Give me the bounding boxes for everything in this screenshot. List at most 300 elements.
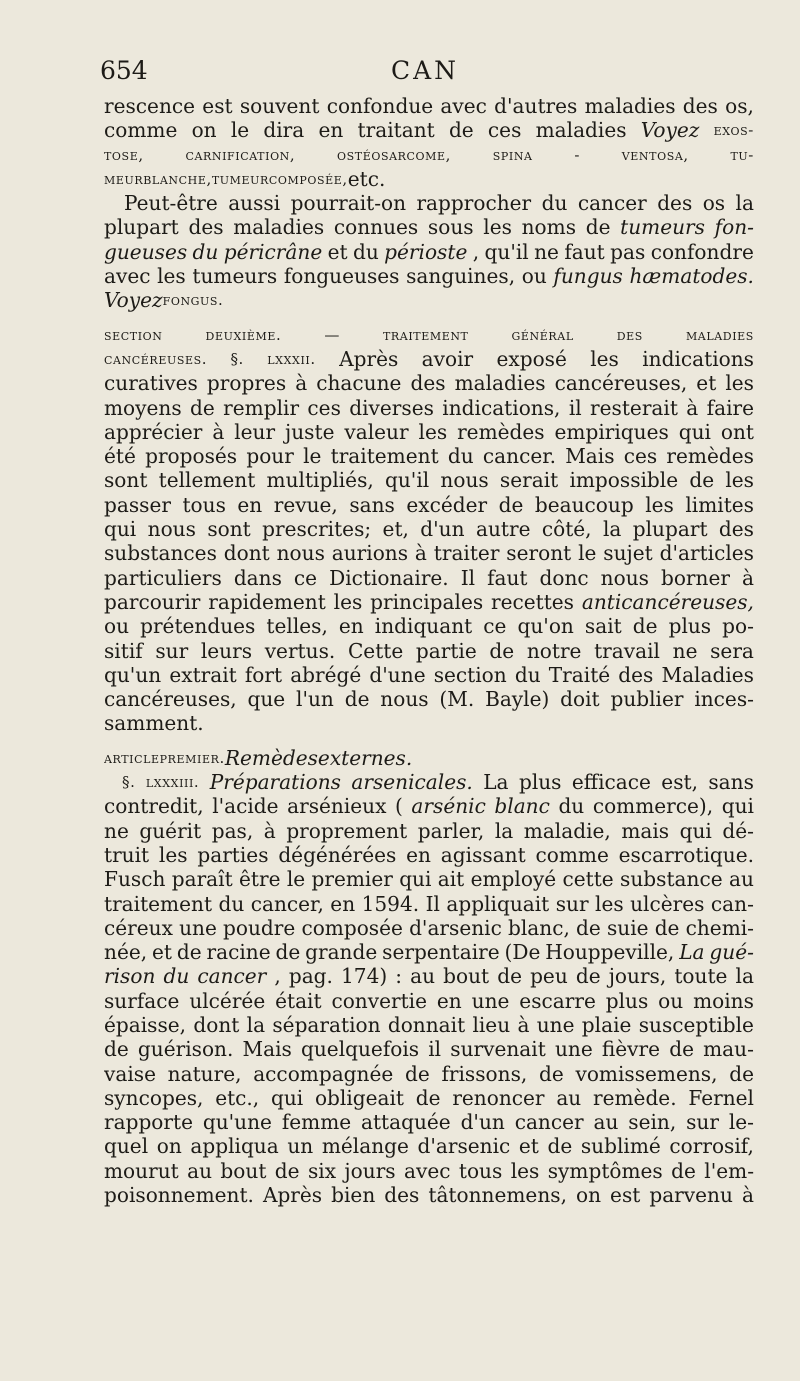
word: fongueuses <box>283 264 400 289</box>
word: : <box>395 964 403 989</box>
word: samment. <box>104 711 204 736</box>
word: deuxième. <box>205 325 282 344</box>
word: revue, <box>273 492 338 517</box>
word: carnification, <box>185 145 296 164</box>
word: paraît <box>171 867 233 892</box>
word: remplir <box>223 395 300 420</box>
word: blanc <box>494 794 550 819</box>
word: général <box>511 325 574 344</box>
word: traitement <box>382 325 469 344</box>
page-number: 654 <box>100 56 148 85</box>
word: les <box>510 1158 540 1183</box>
text-line <box>104 215 754 239</box>
word: extrait <box>169 662 237 687</box>
word: en <box>237 492 263 517</box>
word: parvenu <box>649 1183 733 1208</box>
word: confondue <box>326 94 434 118</box>
word: des <box>188 215 224 240</box>
word: obligeait <box>314 1085 405 1110</box>
text-line <box>104 663 754 687</box>
word: est, <box>661 770 698 795</box>
word: plupart <box>632 517 708 542</box>
word: le- <box>728 1110 754 1135</box>
word: surface <box>104 988 180 1013</box>
word: au <box>593 1110 619 1135</box>
text-line <box>104 396 754 420</box>
word: maladies <box>535 118 627 143</box>
word: sont <box>207 517 251 542</box>
word: ostéosarcome, <box>337 145 452 164</box>
word: valeur <box>344 419 409 444</box>
word: sur <box>155 638 189 663</box>
text-line <box>104 566 754 590</box>
word: arsenicales. <box>351 770 473 795</box>
word: pour <box>246 444 294 469</box>
word: leurs <box>200 638 253 663</box>
word: vaise <box>104 1061 156 1086</box>
word: en <box>330 891 356 916</box>
word: recettes <box>491 589 574 614</box>
word: - <box>574 145 581 164</box>
word: vertus. <box>264 638 336 663</box>
word: de <box>415 1085 441 1110</box>
text-line <box>104 444 754 468</box>
word: il <box>428 1037 442 1062</box>
word: maladies <box>454 371 546 396</box>
word: travail <box>594 638 660 663</box>
word: les <box>418 419 448 444</box>
word: à <box>295 371 308 396</box>
word: avec <box>440 94 487 118</box>
word: , <box>274 964 281 989</box>
word: jours, <box>608 964 667 989</box>
word: de <box>539 1061 564 1086</box>
word: nous <box>380 687 429 712</box>
page-header <box>100 56 750 90</box>
word: Il <box>460 565 476 590</box>
word: de <box>274 1158 300 1183</box>
word: chacune <box>316 371 402 396</box>
word: cancer <box>577 191 647 216</box>
word: de <box>489 638 515 663</box>
word: Maladies <box>661 662 754 687</box>
word: donnait <box>387 1012 466 1037</box>
word: des <box>384 1183 420 1208</box>
word: nous <box>600 565 649 590</box>
word: sera <box>710 638 754 663</box>
word: qui <box>679 818 712 843</box>
word: et <box>327 239 348 264</box>
word: telles, <box>266 614 328 639</box>
word: tose, <box>104 145 144 164</box>
word: curatives <box>104 371 198 396</box>
text-line <box>104 347 754 371</box>
word: apprécier <box>104 419 203 444</box>
text-line <box>104 420 754 444</box>
word: au <box>410 964 436 989</box>
word: au <box>556 1085 582 1110</box>
word: ces <box>307 395 341 420</box>
word: corrosif, <box>669 1134 754 1159</box>
word: guérison. <box>137 1037 234 1062</box>
word: bout <box>220 1158 267 1183</box>
word: à <box>517 1012 530 1037</box>
word: La <box>483 770 509 795</box>
word: du <box>352 239 379 264</box>
word: Traité <box>548 662 611 687</box>
word: ce <box>293 565 318 590</box>
text-line <box>104 819 754 843</box>
word: le <box>286 867 306 892</box>
word: Cette <box>347 638 404 663</box>
word: etc. <box>347 166 386 191</box>
word: tumeur <box>211 169 269 188</box>
word: notre <box>526 638 582 663</box>
word: Mais <box>242 1037 292 1062</box>
word: proposés <box>145 444 238 469</box>
word: le <box>303 444 322 469</box>
word: (De <box>504 940 541 965</box>
text-line <box>104 468 754 492</box>
word: pag. <box>288 964 333 989</box>
word: les <box>725 468 754 493</box>
word: sanguines, <box>406 264 516 289</box>
word: ne <box>672 638 698 663</box>
word: moyens <box>104 395 182 420</box>
word: et <box>696 371 717 396</box>
word: efficace <box>571 770 651 795</box>
word: spina <box>492 145 533 164</box>
word: la <box>602 517 622 542</box>
word: Houppeville, <box>545 940 675 965</box>
word: maladies <box>685 325 754 344</box>
word: remèdes <box>457 419 545 444</box>
word: serpentaire <box>382 940 500 965</box>
word: blanc, <box>508 915 570 940</box>
word: rison <box>104 964 156 989</box>
word: tâtonnemens, <box>428 1183 567 1208</box>
word: Fernel <box>688 1085 754 1110</box>
word: cancer. <box>482 444 556 469</box>
word: grande <box>305 940 378 965</box>
text-line <box>104 794 754 818</box>
word: l'un <box>296 687 334 712</box>
word: ne <box>104 818 129 843</box>
word: etc., <box>215 1085 260 1110</box>
word: racine <box>206 940 271 965</box>
text-line <box>104 687 754 711</box>
word: d'un <box>460 1110 505 1135</box>
word: de <box>344 687 370 712</box>
word: substances <box>104 541 217 566</box>
word: qu'il <box>385 468 430 493</box>
word: externes. <box>317 745 413 770</box>
word: de <box>632 614 658 639</box>
text-line <box>104 94 754 118</box>
word: les <box>590 346 619 371</box>
word: section <box>104 325 163 344</box>
word: des <box>657 191 693 216</box>
word: Il <box>425 891 440 916</box>
word: de <box>585 215 611 240</box>
word: seront <box>506 541 572 566</box>
word: ou <box>104 614 130 639</box>
word: meur <box>104 169 144 188</box>
word: lieu <box>472 1012 511 1037</box>
word: on <box>575 1183 602 1208</box>
word: sur <box>555 891 589 916</box>
word: fièvre <box>601 1037 661 1062</box>
word: d'articles <box>659 541 754 566</box>
word: une <box>179 915 217 940</box>
word: contredit, <box>104 794 204 819</box>
word: faut <box>487 565 528 590</box>
word: hæmatodes. <box>629 264 754 289</box>
word: Voyez <box>104 288 163 313</box>
word: bout <box>443 964 490 989</box>
word: dont <box>223 541 270 566</box>
word: aurions <box>331 541 409 566</box>
word: blanche, <box>143 169 212 188</box>
word: des <box>718 517 754 542</box>
word: doit <box>560 687 600 712</box>
word: attaquée <box>361 1110 451 1135</box>
word: tumeurs <box>192 264 278 289</box>
word: section <box>433 662 507 687</box>
word: symptômes <box>547 1158 663 1183</box>
word: qu'on <box>517 614 574 639</box>
word: sublimé <box>580 1134 661 1159</box>
word: tous <box>458 1158 503 1183</box>
word: sans <box>349 492 395 517</box>
word: de <box>275 940 301 965</box>
word: qui <box>270 1085 304 1110</box>
word: du <box>192 239 219 264</box>
word: l'acide <box>212 794 279 819</box>
word: peu <box>530 964 568 989</box>
word: os, <box>725 94 754 118</box>
text-line <box>104 746 754 770</box>
word: sitif <box>104 638 143 663</box>
word: qu'un <box>104 662 162 687</box>
word: l'em- <box>704 1158 754 1183</box>
word: être <box>239 867 281 892</box>
word: mais <box>621 818 670 843</box>
word: de <box>669 1037 694 1062</box>
word: en <box>338 614 364 639</box>
word: remèdes <box>666 444 754 469</box>
word: Fusch <box>104 867 166 892</box>
word: à <box>741 565 754 590</box>
word: escarre <box>519 988 596 1013</box>
word: remède. <box>593 1085 677 1110</box>
word: 174) <box>341 964 388 989</box>
text-line <box>104 1110 754 1134</box>
word: donc <box>539 565 589 590</box>
word: de <box>190 395 215 420</box>
word: sur <box>686 1110 719 1135</box>
word: nous <box>276 541 325 566</box>
word: avec <box>404 1158 451 1183</box>
word: de <box>689 468 715 493</box>
word: au <box>728 867 754 892</box>
word: rapporte <box>104 1110 193 1135</box>
word: Mais <box>565 444 615 469</box>
word: du <box>218 891 245 916</box>
text-line <box>104 493 754 517</box>
text-line <box>104 517 754 541</box>
word: ces <box>623 444 658 469</box>
word: six <box>307 1158 337 1183</box>
word: convertie <box>331 988 427 1013</box>
word: leur <box>234 419 276 444</box>
text-line <box>104 1086 754 1110</box>
text-line <box>104 191 754 215</box>
word: plupart <box>104 215 179 240</box>
word: un <box>287 1134 314 1159</box>
word: qu'il <box>484 239 529 264</box>
word: femme <box>281 1110 352 1135</box>
word: on <box>156 1134 182 1159</box>
word: ne <box>534 239 559 264</box>
word: céreux <box>104 915 173 940</box>
word: périoste <box>384 239 468 264</box>
word: maladies <box>233 215 325 240</box>
word: nous <box>147 517 196 542</box>
word: os <box>702 191 726 216</box>
word: prescrites; <box>262 517 372 542</box>
word: juste <box>285 419 335 444</box>
word: substance <box>620 867 723 892</box>
word: ulcérée <box>189 988 266 1013</box>
word: moins <box>693 988 754 1013</box>
word: en <box>318 118 344 143</box>
word: épaisse, <box>104 1012 187 1037</box>
word: d'arsenic <box>417 1134 511 1159</box>
word: susceptible <box>638 1012 754 1037</box>
word: plaie <box>581 1012 632 1037</box>
word: de <box>497 964 522 989</box>
word: can- <box>710 891 754 916</box>
word: arsénic <box>411 794 486 819</box>
word: traitement <box>104 891 213 916</box>
word: jours <box>344 1158 396 1183</box>
word: multipliés, <box>266 468 374 493</box>
word: les <box>333 589 363 614</box>
word: sein, <box>628 1110 677 1135</box>
word: pas, <box>211 818 254 843</box>
running-head: CAN <box>390 56 460 85</box>
word: de <box>729 1061 754 1086</box>
word: abrégé <box>290 662 362 687</box>
word: ventosa, <box>621 145 689 164</box>
word: sont <box>104 468 148 493</box>
word: toute <box>674 964 728 989</box>
word: d'une <box>369 662 426 687</box>
text-line <box>104 639 754 663</box>
text-line <box>104 770 754 794</box>
word: faire <box>706 395 754 420</box>
word: poisonnement. <box>104 1183 254 1208</box>
text-line <box>104 167 754 191</box>
word: maladies <box>584 94 676 118</box>
word: principales <box>370 589 484 614</box>
word: syncopes, <box>104 1085 204 1110</box>
text-line <box>104 1134 754 1158</box>
word: ou <box>658 988 684 1013</box>
word: connues <box>333 215 419 240</box>
word: bien <box>331 1183 376 1208</box>
word: cette <box>562 867 614 892</box>
word: est <box>610 1183 641 1208</box>
word: nous <box>440 468 489 493</box>
word: serait <box>499 468 559 493</box>
word: Préparations <box>209 770 341 795</box>
word: ces <box>487 118 522 143</box>
text-line <box>104 989 754 1013</box>
text-line <box>104 288 754 312</box>
word: sous <box>427 215 474 240</box>
word: comme <box>104 118 178 143</box>
word: de <box>671 1158 696 1183</box>
word: nature, <box>167 1061 242 1086</box>
text-line <box>104 1159 754 1183</box>
word: cancéreuses. <box>104 349 208 368</box>
word: indications <box>642 346 754 371</box>
word: borner <box>660 565 730 590</box>
word: une <box>554 1037 593 1062</box>
word: qu'une <box>202 1110 272 1135</box>
word: cancer <box>197 964 267 989</box>
word: est <box>202 94 233 118</box>
word: pourrait-on <box>290 191 407 216</box>
word: particuliers <box>104 565 222 590</box>
text-line <box>104 1062 754 1086</box>
word: suie <box>606 915 649 940</box>
word: partie <box>415 638 477 663</box>
word: de <box>575 964 601 989</box>
word: , <box>472 239 480 264</box>
word: rapidement <box>208 589 326 614</box>
word: survenait <box>450 1037 546 1062</box>
word: qui <box>399 867 432 892</box>
word: sans <box>708 770 754 795</box>
text-line <box>104 940 754 964</box>
word: parler, <box>417 818 485 843</box>
word: accompagnée <box>253 1061 394 1086</box>
text-line <box>104 264 754 288</box>
word: premier <box>311 867 393 892</box>
word: du <box>447 444 474 469</box>
word: dégénérées <box>278 842 397 867</box>
word: dé- <box>722 818 754 843</box>
word: anticancéreuses, <box>581 589 754 614</box>
word: cancer, <box>250 891 324 916</box>
word: employé <box>470 867 557 892</box>
word: limites <box>685 492 754 517</box>
word: la <box>735 191 754 216</box>
word: péricrâne <box>223 239 323 264</box>
word: vomissemens, <box>575 1061 718 1086</box>
word: aussi <box>228 191 281 216</box>
text-line <box>104 1013 754 1037</box>
word: des <box>618 662 654 687</box>
word: une <box>471 988 510 1013</box>
word: tu- <box>730 145 754 164</box>
word: noms <box>521 215 577 240</box>
word: exposé <box>496 346 567 371</box>
text-line <box>104 590 754 614</box>
